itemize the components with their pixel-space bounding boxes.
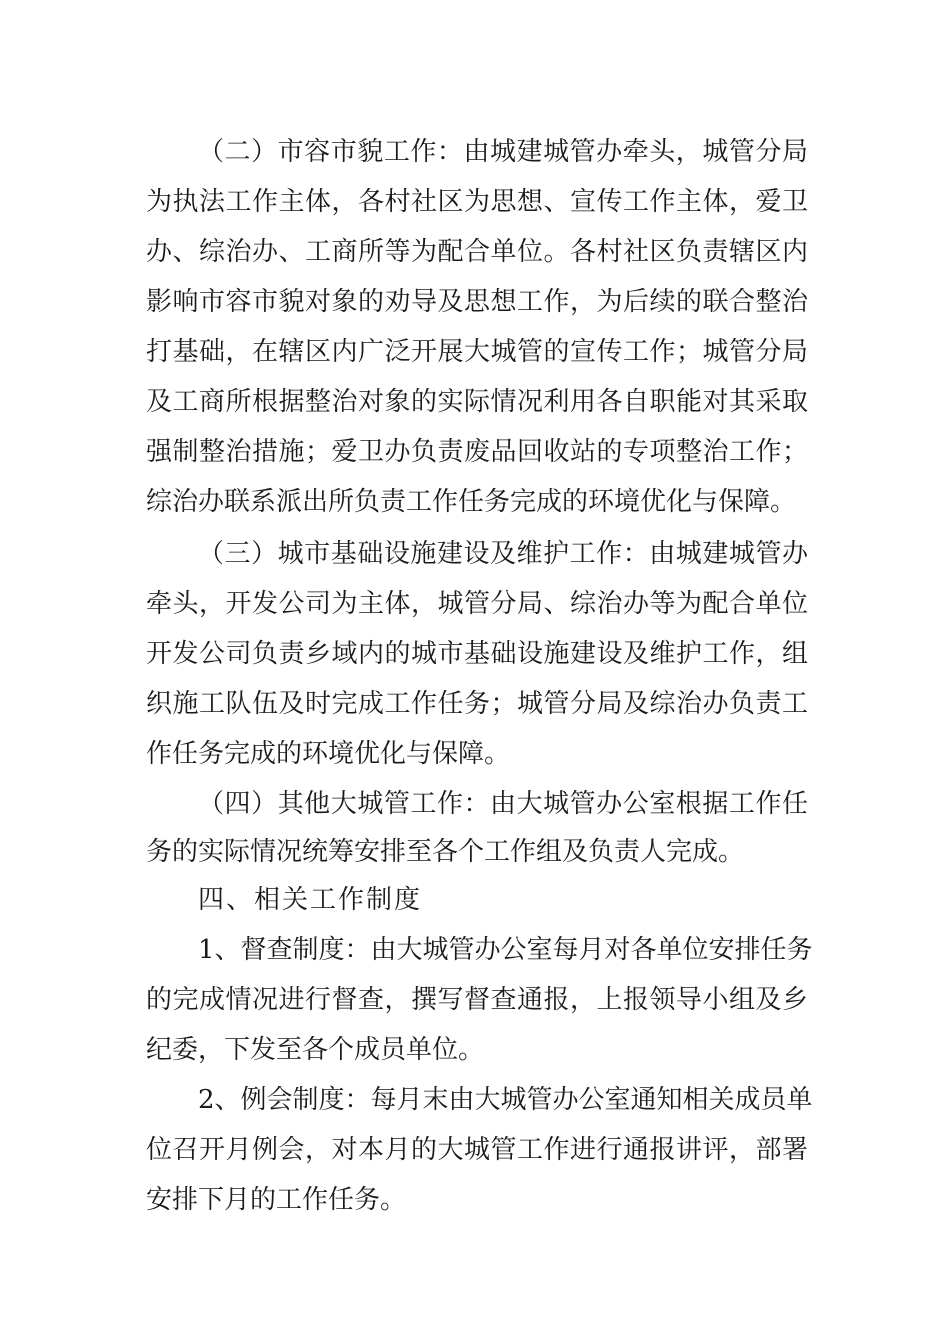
paragraph-line: （三）城市基础设施建设及维护工作：由城建城管办 — [198, 539, 808, 569]
paragraph-line: 为执法工作主体，各村社区为思想、宣传工作主体，爱卫 — [146, 187, 808, 217]
paragraph-line: 作任务完成的环境优化与保障。 — [146, 739, 511, 769]
paragraph-line: 及工商所根据整治对象的实际情况利用各自职能对其采取 — [146, 387, 808, 417]
paragraph-line: 安排下月的工作任务。 — [146, 1185, 407, 1215]
paragraph-line: 开发公司负责乡域内的城市基础设施建设及维护工作，组 — [146, 639, 808, 669]
section-heading: 四、相关工作制度 — [198, 885, 423, 915]
paragraph-line: 办、综治办、工商所等为配合单位。各村社区负责辖区内 — [146, 237, 808, 267]
paragraph-line: 的完成情况进行督查，撰写督查通报，上报领导小组及乡 — [146, 985, 808, 1015]
paragraph-line: 织施工队伍及时完成工作任务；城管分局及综治办负责工 — [146, 689, 808, 719]
paragraph-line: 2、例会制度：每月末由大城管办公室通知相关成员单 — [198, 1085, 813, 1115]
paragraph-line: 务的实际情况统筹安排至各个工作组及负责人完成。 — [146, 837, 745, 867]
paragraph-line: 牵头，开发公司为主体，城管分局、综治办等为配合单位 — [146, 589, 808, 619]
paragraph-line: 综治办联系派出所负责工作任务完成的环境优化与保障。 — [146, 487, 797, 517]
paragraph-line: （四）其他大城管工作：由大城管办公室根据工作任 — [198, 789, 808, 819]
paragraph-line: 强制整治措施；爱卫办负责废品回收站的专项整治工作； — [146, 437, 808, 467]
paragraph-line: （二）市容市貌工作：由城建城管办牵头，城管分局 — [198, 137, 808, 167]
paragraph-line: 位召开月例会，对本月的大城管工作进行通报讲评，部署 — [146, 1135, 808, 1165]
paragraph-line: 打基础，在辖区内广泛开展大城管的宣传工作；城管分局 — [146, 337, 808, 367]
paragraph-line: 影响市容市貌对象的劝导及思想工作，为后续的联合整治 — [146, 287, 808, 317]
paragraph-line: 纪委，下发至各个成员单位。 — [146, 1035, 485, 1065]
paragraph-line: 1、督查制度：由大城管办公室每月对各单位安排任务 — [198, 935, 813, 965]
